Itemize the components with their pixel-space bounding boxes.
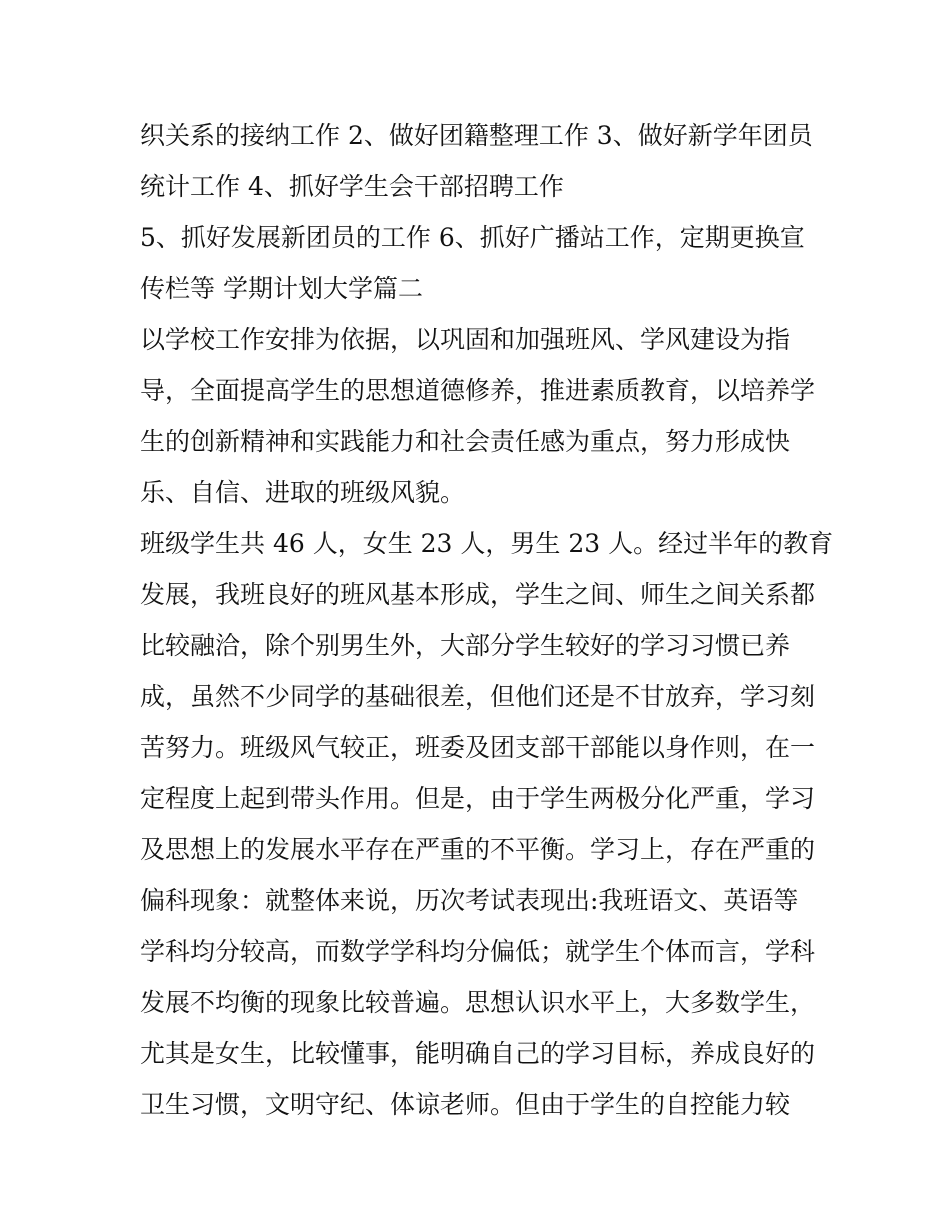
paragraph-guiding-principle xyxy=(140,314,820,518)
text-line: 班级学生共 46 人，女生 23 人，男生 23 人。经过半年的教育 xyxy=(140,529,834,558)
text-line: 导，全面提高学生的思想道德修养，推进素质教育，以培养学 xyxy=(140,376,816,405)
text-line: 成，虽然不少同学的基础很差，但他们还是不甘放弃，学习刻 xyxy=(140,682,816,711)
text-line: 定程度上起到带头作用。但是，由于学生两极分化严重，学习 xyxy=(140,784,816,813)
text-line: 5、抓好发展新团员的工作 6、抓好广播站工作，定期更换宣 xyxy=(140,223,805,252)
document-body xyxy=(140,110,834,1130)
text-line: 以学校工作安排为依据，以巩固和加强班风、学风建设为指 xyxy=(140,325,791,354)
paragraph-league-tasks-1 xyxy=(140,110,820,212)
text-line: 学科均分较高，而数学学科均分偏低；就学生个体而言，学科 xyxy=(140,937,816,966)
paragraph-league-tasks-2 xyxy=(140,212,820,314)
text-line: 偏科现象：就整体来说，历次考试表现出:我班语文、英语等 xyxy=(140,886,799,915)
text-line: 发展不均衡的现象比较普遍。思想认识水平上，大多数学生， xyxy=(140,988,816,1017)
text-line: 织关系的接纳工作 2、做好团籍整理工作 3、做好新学年团员 xyxy=(140,121,813,150)
text-line: 统计工作 4、抓好学生会干部招聘工作 xyxy=(140,172,564,201)
text-line: 比较融洽，除个别男生外，大部分学生较好的学习习惯已养 xyxy=(140,631,791,660)
text-line: 传栏等 学期计划大学篇二 xyxy=(140,274,423,303)
text-line: 发展，我班良好的班风基本形成，学生之间、师生之间关系都 xyxy=(140,580,816,609)
text-line: 乐、自信、进取的班级风貌。 xyxy=(140,478,466,507)
text-line: 苦努力。班级风气较正，班委及团支部干部能以身作则，在一 xyxy=(140,733,816,762)
text-line: 及思想上的发展水平存在严重的不平衡。学习上，存在严重的 xyxy=(140,835,816,864)
text-line: 生的创新精神和实践能力和社会责任感为重点，努力形成快 xyxy=(140,427,791,456)
paragraph-class-situation xyxy=(140,518,834,1130)
text-line: 尤其是女生，比较懂事，能明确自己的学习目标，养成良好的 xyxy=(140,1039,816,1068)
text-line: 卫生习惯，文明守纪、体谅老师。但由于学生的自控能力较 xyxy=(140,1090,791,1119)
